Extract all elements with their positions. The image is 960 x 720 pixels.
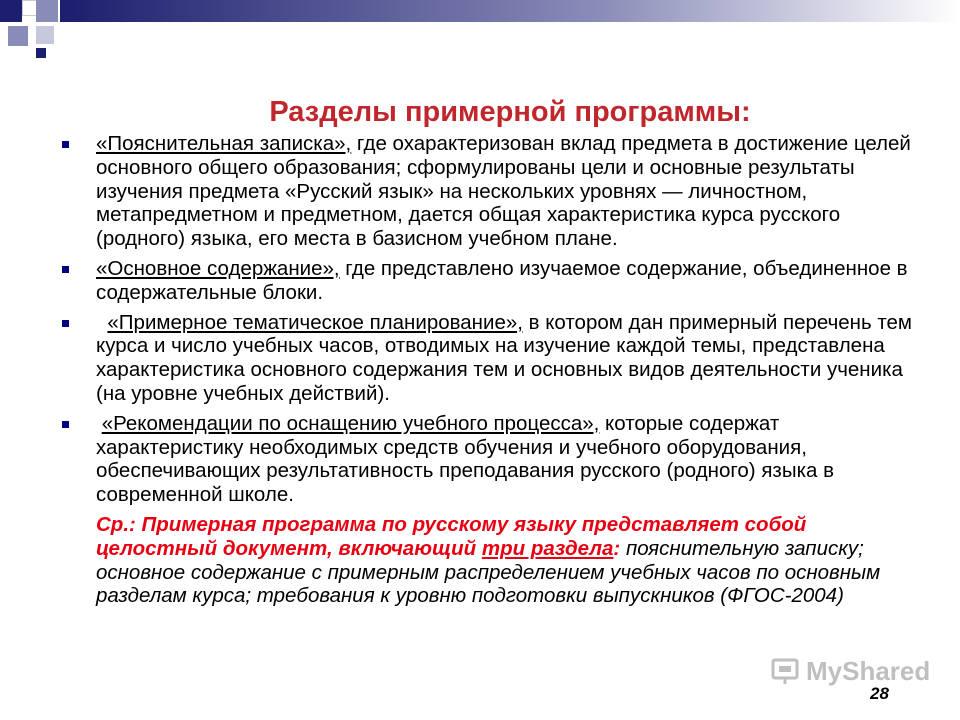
list-item <box>60 311 920 406</box>
item-text: в котором дан примерный перечень тем курса и число учебных часов, отводимых на изучение каждой темы, представлена характеристика основного содержания тем и основных видов деятельности ученика (на уровне учебных действий). <box>96 310 913 405</box>
item-heading: «Пояснительная записка», <box>96 132 352 155</box>
list-item <box>60 132 920 251</box>
slide-content <box>60 132 920 608</box>
item-heading: «Примерное тематическое планирование», <box>107 310 523 334</box>
decor-square-1 <box>0 0 22 22</box>
note-red-colon: : <box>613 536 621 560</box>
note-red-underlined: три раздела <box>481 536 614 560</box>
slide-title: Разделы примерной программы: <box>269 96 751 128</box>
decor-square-6 <box>36 48 46 58</box>
bullet-square-icon <box>62 320 69 327</box>
item-heading: «Рекомендации по оснащению учебного процесса», <box>101 411 600 435</box>
list-item <box>60 412 920 507</box>
decor-square-3 <box>36 0 58 22</box>
decor-square-5 <box>36 26 54 44</box>
item-text: где охарактеризован вклад предмета в достижение целей основного общего образования; сформулированы цели и основные результаты изучения предмета «Русский язык» на нескольких уровнях — личностном, метапредметном и предметном, дается общая характеристика курса русского (родного) языка, его места в базисном учебном плане. <box>96 132 911 251</box>
bullet-square-icon <box>62 421 69 428</box>
note-paragraph <box>60 513 920 608</box>
header-gradient-bar <box>0 0 960 22</box>
bullet-square-icon <box>62 141 69 148</box>
item-heading: «Основное содержание», <box>96 256 340 280</box>
note-body: пояснительную записку; основное содержание с примерным распределением учебных часов по основным разделам курса; требования к уровню подготовки выпускников (ФГОС-2004) <box>96 536 881 608</box>
page-number: 28 <box>870 684 889 703</box>
item-text: которые содержат характеристику необходимых средств обучения и учебного оборудования, обеспечивающих результативность преподавания русского (родного) языка в современной школе. <box>96 411 834 507</box>
watermark-text: MyShared <box>806 656 931 686</box>
bullet-square-icon <box>62 266 69 273</box>
presentation-icon <box>770 657 800 687</box>
decor-square-4 <box>8 26 28 46</box>
list-item <box>60 257 920 305</box>
myshared-watermark <box>770 656 930 687</box>
note-red-lead: Ср.: Примерная программа по русскому языку представляет собой целостный документ, включающий <box>96 512 807 560</box>
item-text: где представлено изучаемое содержание, объединенное в содержательные блоки. <box>96 256 908 304</box>
